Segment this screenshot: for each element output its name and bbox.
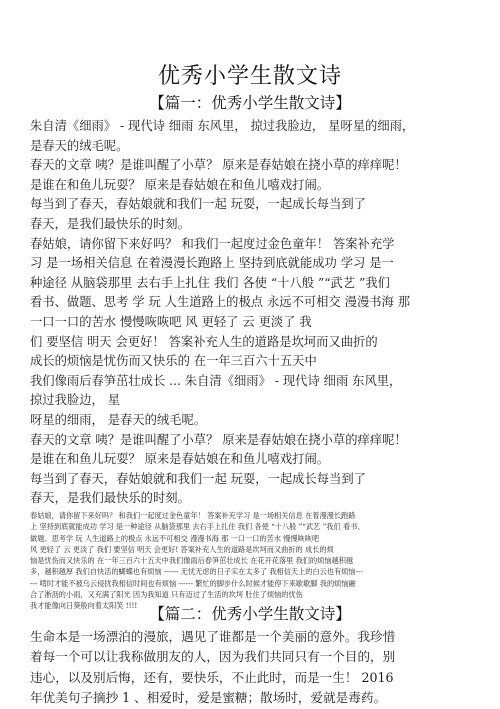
body-line: 朱自清《细雨》 - 现代诗 细雨 东风里， 掠过我脸边， 星呀星的细雨， <box>30 119 415 133</box>
body-line: 每当到了春天，春姑娘就和我们一起 玩耍，一起成长每当到了 <box>30 197 366 212</box>
small-line: 合了淅沥的小雨，又充满了阳光 因为我知道 只有迈过了生活的坎坷 肚住了烦恼的忧伤 <box>30 590 303 600</box>
body-line: 春天，是我们最快乐的时刻。 <box>30 216 190 231</box>
section2-body <box>30 627 470 709</box>
body-line: 春天的文章 咦？是谁叫醒了小草？ 原来是春姑娘在挠小草的痒痒呢！ <box>30 432 407 447</box>
body-line: 每当到了春天，春姑娘就和我们一起 玩耍，一起成长每当到了 <box>30 471 366 486</box>
small-line: 春姑娘，请你留下来好吗？ 和我们一起度过金色童年！ 答案补充学习 是一场相关信息 在着漫漫长跑路 <box>30 511 356 520</box>
body-line: 掠过我脸边， 星 <box>30 393 120 408</box>
body-line: 种途径 从脑袋那里 去右手上扎住 我们 各使 “十八般 ”“武艺 ”我们 <box>30 275 390 290</box>
section1-body <box>30 117 470 509</box>
body-line: 是谁在和鱼儿玩耍？ 原来是春姑娘在和鱼儿嘻戏打闹。 <box>30 177 330 192</box>
small-line: --- 啃时才能不被乌云侵扰我相信时间也有烦恼 ------ 繁忙的脚步什么时候才能停下来歇歇脚 我的烦恼融 <box>30 578 356 588</box>
body-line: 着每一个可以让我称做朋友的人，因为我们共同只有一个目的，别 <box>30 649 396 665</box>
small-line: 我才能像向日葵般向着太阳笑 !!!! <box>30 601 138 611</box>
body-line: 生命本是一场漂泊的漫旅，遇见了谁都是一个美丽的意外。我珍惜 <box>30 629 396 644</box>
body-line: 春姑娘，请你留下来好吗？ 和我们一起度过金色童年！ 答案补充学 <box>30 236 395 251</box>
body-line: 看书、做题、思考 学 玩 人生道路上的极点 永远不可相交 漫漫书海 那 <box>30 295 411 310</box>
small-line: 上 坚持到底就能成功 学习 是一种途径 从脑袋那里 去右手上扎住 我们 各使 “十八般 ”“武艺 ”我们 看书、 <box>30 522 365 532</box>
body-line: 年优美句子摘抄 1 、相爱时，爱是蜜糖；散场时，爱就是毒药。 <box>30 690 387 706</box>
small-line: 做题、思考学 玩 人生道路上的极点 永远不可相交 漫漫书海 那 一口一口的苦水 慢慢咴咴吧 <box>30 533 320 543</box>
body-line: 是谁在和鱼儿玩耍？ 原来是春姑娘在和鱼儿嘻戏打闹。 <box>30 452 330 467</box>
body-line: 呀星的细雨， 是春天的绒毛呢。 <box>30 412 207 427</box>
body-line: 们 要坚信 明天 会更好！ 答案补充人生的道路是坎坷而又曲折的 <box>30 334 378 349</box>
body-line: 成长的烦恼是忧伤而又快乐的 在一年三百六十五天中 <box>30 354 317 369</box>
body-line: 我们像雨后春笋茁壮成长 ... 朱自清《细雨》 - 现代诗 细雨 东风里， <box>30 373 402 388</box>
body-line: 春天的文章 咦？是谁叫醒了小草？ 原来是春姑娘在挠小草的痒痒呢！ <box>30 158 407 173</box>
document-title: 优秀小学生散文诗 <box>157 64 342 89</box>
body-line: 春天，是我们最快乐的时刻。 <box>30 491 190 506</box>
small-line: 恼是忧伤而又快乐的 在一年三百六十五天中我们像雨后春笋茁壮成长 在花开花落里 我们的烦恼越积越 <box>30 556 354 566</box>
section1-heading: 【篇一：优秀小学生散文诗】 <box>149 94 351 112</box>
small-line: 风 更轻了 云 更淡了 我们 要坚信 明天 会更好! 答案补充人生的道路是坎坷而又曲折的 成长的烦 <box>30 544 334 554</box>
small-line: 多，越积越厚 我们自快活的蝴蝶也有烦恼 ------ 无忧无虑的日子实在太多了 我相信天上的白云也有烦恼--- <box>30 567 363 577</box>
body-line: 是春天的绒毛呢。 <box>30 138 129 153</box>
section2-heading: 【篇二：优秀小学生散文诗】 <box>149 605 351 623</box>
body-line: 一口一口的苦水 慢慢咴咴吧 风 更轻了 云 更淡了 我 <box>30 314 312 329</box>
section1-small-print <box>30 510 470 612</box>
body-line: 习 是一场相关信息 在着漫漫长跑路上 坚持到底就能成功 学习 是一 <box>30 256 394 271</box>
body-line: 违心，以及别后悔，还有，要快乐，不止此时，而是一生！ 2016 <box>30 669 394 685</box>
